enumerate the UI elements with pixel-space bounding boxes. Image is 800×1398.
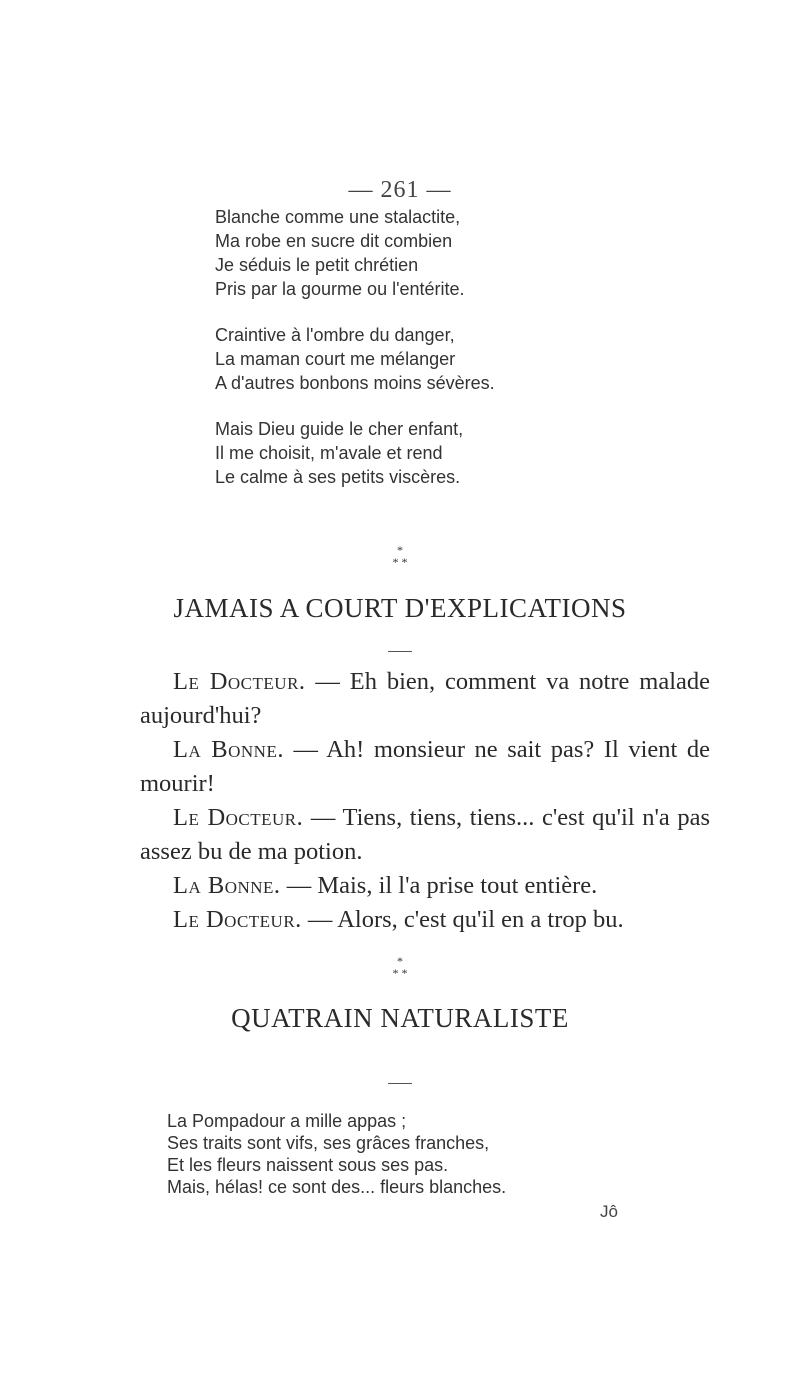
section-title-quatrain: QUATRAIN NATURALISTE xyxy=(231,1003,569,1033)
quatrain-line: Et les fleurs naissent sous ses pas. xyxy=(167,1155,449,1175)
dialogue-line xyxy=(140,733,710,801)
dialogue-line xyxy=(140,665,710,733)
asterism-2 xyxy=(0,955,800,979)
title-rule xyxy=(388,1083,412,1084)
poem xyxy=(215,205,695,511)
speech-text: — Alors, c'est qu'il en a trop bu. xyxy=(301,906,624,933)
poem-line: Il me choisit, m'avale et rend xyxy=(215,443,443,463)
speaker-name: Le Docteur. xyxy=(173,906,302,933)
speech-text: — Mais, il l'a prise tout entière. xyxy=(280,872,598,899)
poem-stanza-3 xyxy=(215,417,695,489)
title-rule xyxy=(388,651,412,652)
author-signature: Jô xyxy=(600,1202,618,1221)
page-number: — 261 — xyxy=(348,177,452,203)
poem-line: Je séduis le petit chrétien xyxy=(215,255,419,275)
speaker-name: Le Docteur. xyxy=(173,804,304,831)
speech-text: — Eh bien, comment va notre malade aujourd'hui? xyxy=(140,668,710,729)
asterism-1 xyxy=(0,544,800,568)
speaker-name: La Bonne. xyxy=(173,872,281,899)
speech-text: — Ah! monsieur ne sait pas? Il vient de mourir! xyxy=(140,736,710,797)
dialogue xyxy=(140,665,710,937)
quatrain xyxy=(167,1110,687,1198)
dialogue-line xyxy=(140,801,710,869)
poem-line: Mais Dieu guide le cher enfant, xyxy=(215,419,464,439)
poem-line: Le calme à ses petits viscères. xyxy=(215,467,461,487)
poem-line: Pris par la gourme ou l'entérite. xyxy=(215,279,465,299)
poem-line: Ma robe en sucre dit combien xyxy=(215,231,453,251)
dialogue-line xyxy=(140,869,710,903)
poem-stanza-2 xyxy=(215,323,695,395)
asterism-top: * xyxy=(397,954,403,968)
quatrain-line: Mais, hélas! ce sont des... fleurs blanches. xyxy=(167,1177,507,1197)
asterism-bottom: * * xyxy=(392,966,408,980)
asterism-bottom: * * xyxy=(392,555,408,569)
quatrain-line: Ses traits sont vifs, ses grâces franches, xyxy=(167,1133,490,1153)
speaker-name: Le Docteur. xyxy=(173,668,306,695)
asterism-top: * xyxy=(397,543,403,557)
poem-line: Craintive à l'ombre du danger, xyxy=(215,325,455,345)
poem-line: Blanche comme une stalactite, xyxy=(215,207,461,227)
quatrain-line: La Pompadour a mille appas ; xyxy=(167,1111,407,1131)
speech-text: — Tiens, tiens, tiens... c'est qu'il n'a pas assez bu de ma potion. xyxy=(140,804,711,865)
section-title-jamais: JAMAIS A COURT D'EXPLICATIONS xyxy=(173,593,627,623)
dialogue-line xyxy=(140,903,710,937)
poem-line: A d'autres bonbons moins sévères. xyxy=(215,373,495,393)
poem-stanza-1 xyxy=(215,205,695,301)
speaker-name: La Bonne. xyxy=(173,736,284,763)
poem-line: La maman court me mélanger xyxy=(215,349,456,369)
